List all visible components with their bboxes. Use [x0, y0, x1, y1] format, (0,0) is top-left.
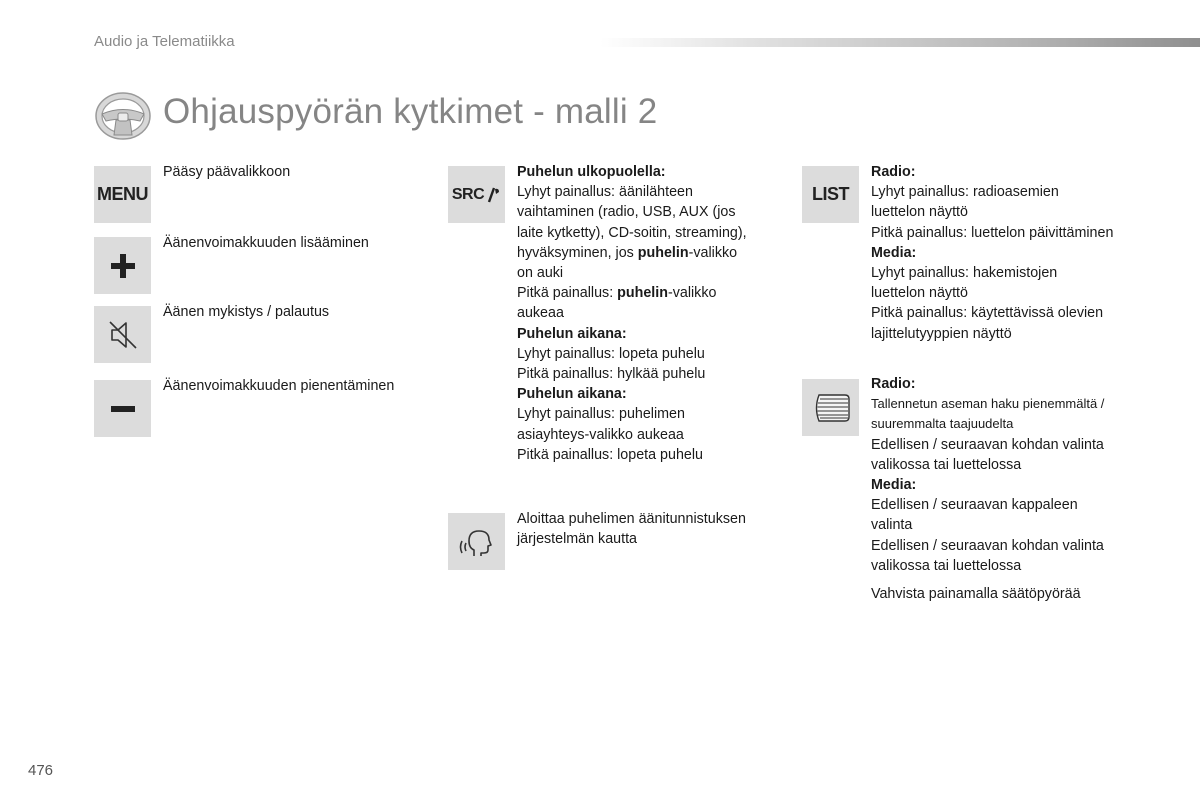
src-line-6b: puhelin — [617, 285, 668, 302]
volume-up-text: Äänenvoimakkuuden lisääminen — [163, 235, 369, 251]
src-heading-3: Puhelun aikana: — [517, 386, 627, 403]
list-line-3: Pitkä painallus: luettelon päivittäminen — [871, 224, 1114, 241]
src-line-4b: puhelin — [637, 244, 689, 261]
wheel-line-2: suuremmalta taajuudelta — [871, 416, 1014, 432]
src-line-4a: hyväksyminen, jos — [517, 244, 638, 261]
minus-icon — [108, 394, 138, 424]
page-number: 476 — [28, 762, 54, 779]
list-heading-1: Radio: — [871, 164, 916, 180]
voice-description — [517, 509, 746, 549]
wheel-line-5: Edellisen / seuraavan kappaleen — [871, 497, 1078, 514]
wheel-line-3: Edellisen / seuraavan kohdan valinta — [871, 436, 1104, 453]
wheel-line-7: Edellisen / seuraavan kohdan valinta — [871, 537, 1104, 554]
page-title: Ohjauspyörän kytkimet - malli 2 — [163, 92, 658, 131]
wheel-heading-1: Radio: — [871, 376, 916, 392]
list-line-2: luettelon näyttö — [871, 204, 968, 221]
list-line-5: luettelon näyttö — [871, 285, 968, 302]
mute-key — [94, 306, 151, 363]
thumbwheel-key — [802, 379, 859, 436]
wheel-line-6: valinta — [871, 517, 913, 534]
src-line-6c: -valikko — [667, 285, 717, 302]
plus-icon — [108, 251, 138, 281]
volume-up-key — [94, 237, 151, 294]
menu-key-label: MENU — [97, 184, 148, 204]
voice-recognition-icon — [457, 522, 497, 562]
src-line-10: Lyhyt painallus: puhelimen — [517, 406, 685, 423]
src-line-8: Lyhyt painallus: lopeta puhelu — [517, 345, 705, 362]
list-description — [871, 162, 1113, 344]
list-heading-2: Media: — [871, 244, 917, 261]
mute-speaker-icon — [106, 318, 140, 352]
src-line-4c: -valikko — [688, 244, 738, 261]
src-line-11: asiayhteys-valikko aukeaa — [517, 426, 684, 443]
src-line-6a: Pitkä painallus: — [517, 285, 618, 302]
wheel-line-8: valikossa tai luettelossa — [871, 557, 1022, 574]
volume-down-key — [94, 380, 151, 437]
src-heading-1: Puhelun ulkopuolella: — [517, 164, 666, 180]
wheel-heading-2: Media: — [871, 477, 917, 494]
mute-text: Äänen mykistys / palautus — [163, 304, 330, 320]
header-bar — [600, 38, 1200, 47]
volume-down-description — [163, 376, 394, 396]
volume-down-text: Äänenvoimakkuuden pienentäminen — [163, 378, 395, 394]
voice-key — [448, 513, 505, 570]
section-label: Audio ja Telematiikka — [94, 33, 235, 50]
src-line-5: on auki — [517, 265, 564, 282]
wheel-confirm: Vahvista painamalla säätöpyörää — [871, 586, 1081, 603]
thumbwheel-description — [871, 374, 1104, 604]
src-key-label: SRC — [451, 185, 485, 203]
src-heading-2: Puhelun aikana: — [517, 325, 627, 342]
phone-icon — [487, 186, 501, 204]
src-line-9: Pitkä painallus: hylkää puhelu — [517, 366, 706, 383]
src-description — [517, 162, 747, 465]
src-line-12: Pitkä painallus: lopeta puhelu — [517, 446, 703, 463]
voice-line-1: Aloittaa puhelimen äänitunnistuksen — [517, 511, 746, 527]
list-line-7: lajittelutyyppien näyttö — [871, 325, 1012, 342]
menu-description — [163, 162, 290, 182]
src-line-2: vaihtaminen (radio, USB, AUX (jos — [517, 204, 736, 221]
list-line-6: Pitkä painallus: käytettävissä olevien — [871, 305, 1104, 322]
list-key — [802, 166, 859, 223]
list-line-4: Lyhyt painallus: hakemistojen — [871, 265, 1058, 282]
volume-up-description — [163, 233, 369, 253]
mute-description — [163, 302, 329, 322]
src-line-1: Lyhyt painallus: äänilähteen — [517, 184, 693, 201]
src-key — [448, 166, 505, 223]
voice-line-2: järjestelmän kautta — [517, 531, 637, 548]
thumbwheel-icon — [811, 391, 851, 425]
src-line-7: aukeaa — [517, 305, 564, 322]
list-line-1: Lyhyt painallus: radioasemien — [871, 184, 1059, 201]
src-line-3: laite kytketty), CD-soitin, streaming), — [517, 224, 747, 241]
src-line-6 — [517, 283, 747, 303]
list-key-label: LIST — [812, 184, 849, 204]
src-line-4 — [517, 243, 747, 263]
wheel-line-1: Tallennetun aseman haku pienemmältä / — [871, 396, 1105, 412]
steering-wheel-icon — [94, 91, 152, 141]
menu-key — [94, 166, 151, 223]
menu-text: Pääsy päävalikkoon — [163, 164, 291, 180]
wheel-line-4: valikossa tai luettelossa — [871, 456, 1022, 473]
